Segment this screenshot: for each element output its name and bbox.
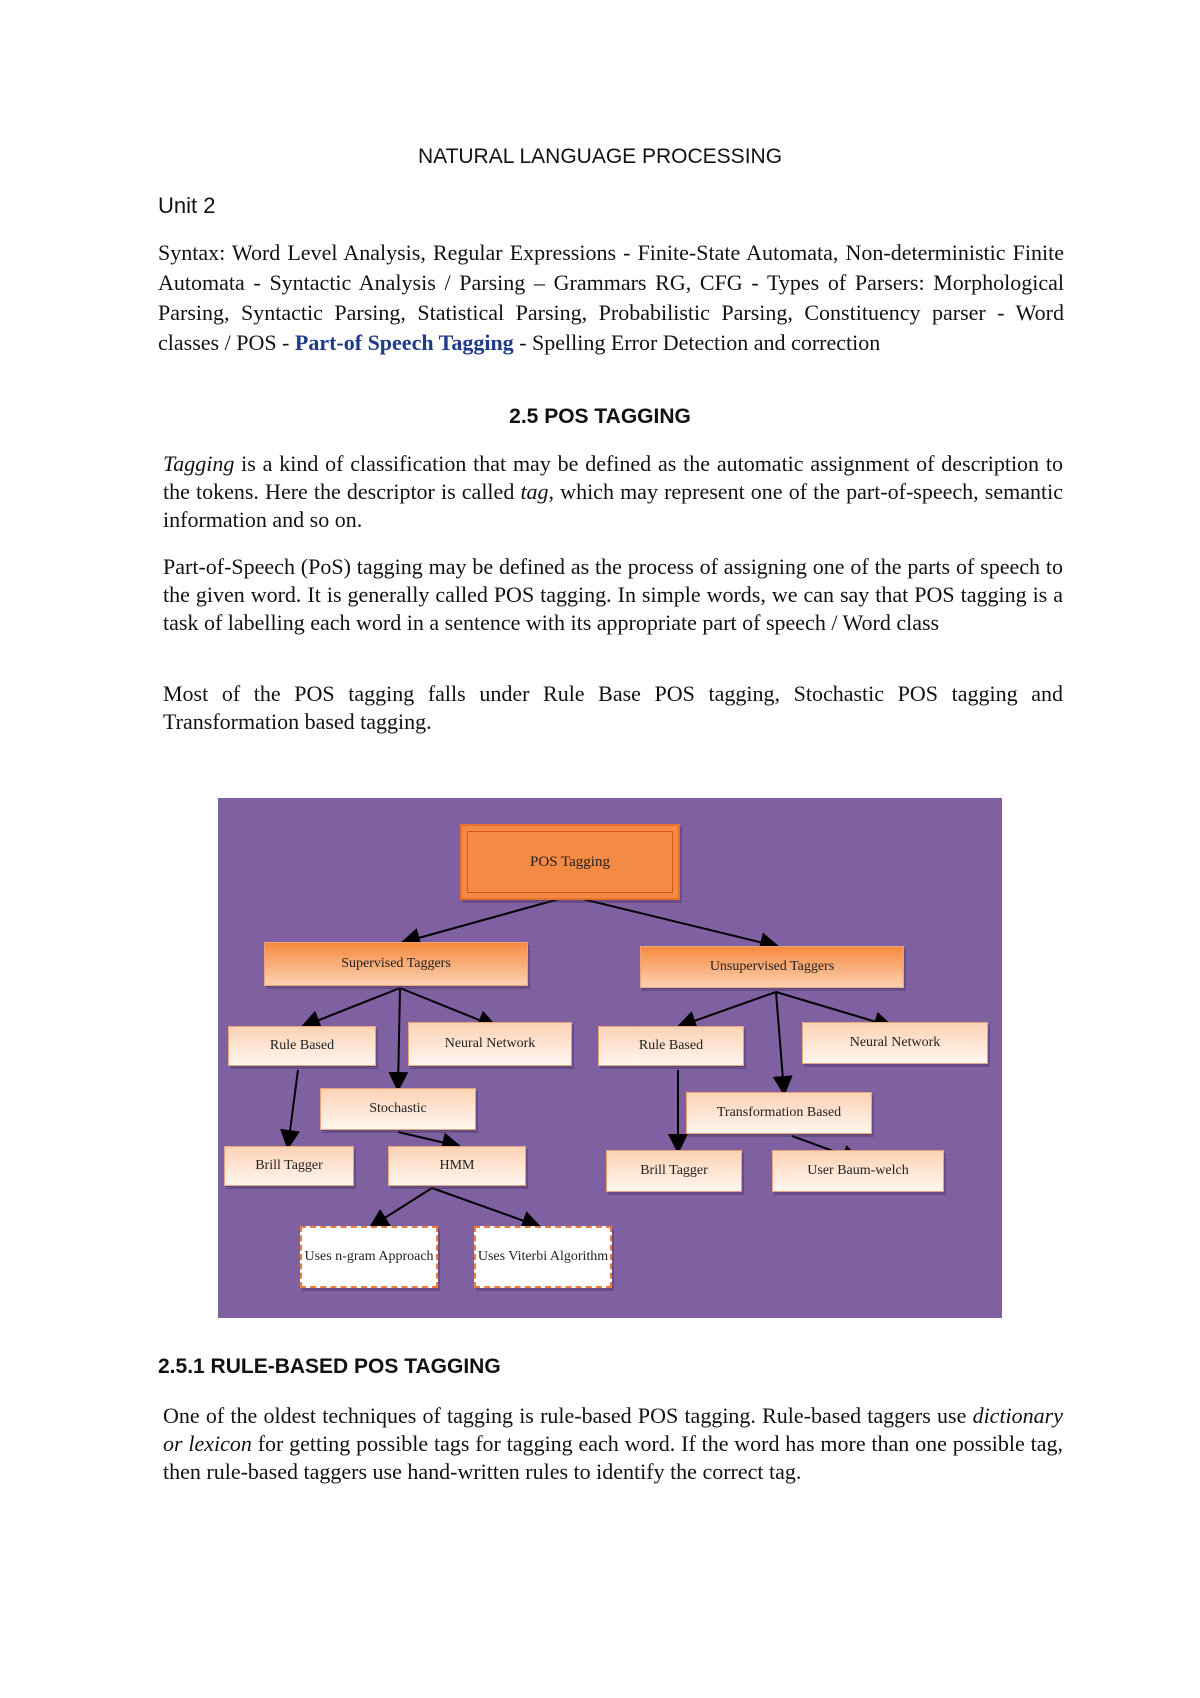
arrow-sup-rule [304,988,400,1026]
paragraph-tagging-definition [163,450,1063,534]
node-transformation-based: Transformation Based [686,1092,872,1134]
arrow-rule-brill [288,1070,298,1146]
node-sup-neural-network: Neural Network [408,1022,572,1066]
node-uses-viterbi: Uses Viterbi Algorithm [474,1226,612,1288]
node-uns-brill-tagger: Brill Tagger [606,1150,742,1192]
node-sup-brill-tagger: Brill Tagger [224,1146,354,1186]
node-baum-welch: User Baum-welch [772,1150,944,1192]
section-heading-rule-based: 2.5.1 RULE-BASED POS TAGGING [158,1355,501,1378]
arrow-uns-neural [776,992,890,1026]
paragraph-rule-based [163,1402,1063,1486]
section-heading-pos-tagging: 2.5 POS TAGGING [509,405,691,428]
paragraph-text: Most of the POS tagging falls under Rule Base POS tagging, Stochastic POS tagging and Transformation based tagging. [163,681,1063,734]
syllabus-paragraph [158,238,1064,358]
paragraph-text: One of the oldest techniques of tagging is rule-based POS tagging. Rule-based taggers use [163,1403,973,1428]
arrow-sup-neural [400,988,494,1026]
node-stochastic: Stochastic [320,1088,476,1130]
term-dictionary-lexicon: dictionary or lexicon [163,1403,1063,1456]
paragraph-text: is a kind of classification that may be defined as the automatic assignment of description to the tokens. Here the descriptor is called [163,451,1063,504]
node-uses-ngram: Uses n-gram Approach [300,1226,438,1288]
term-tagging: Tagging [163,451,235,476]
document-title: NATURAL LANGUAGE PROCESSING [417,145,783,168]
node-unsupervised-taggers: Unsupervised Taggers [640,946,904,988]
arrow-uns-rule [680,992,776,1026]
arrow-stochastic-hmm [398,1132,458,1146]
node-uns-neural-network: Neural Network [802,1022,988,1064]
arrow-hmm-viterbi [432,1188,538,1226]
arrow-sup-stochastic [398,988,400,1088]
arrow-root-supervised [404,896,570,942]
node-sup-rule-based: Rule Based [228,1026,376,1066]
paragraph-text: for getting possible tags for tagging each word. If the word has more than one possible tag, then rule-based taggers use hand-written rules to identify the correct tag. [163,1431,1063,1484]
paragraph-text: which may represent one of the part-of-speech, semantic information and so on. [163,479,1063,532]
paragraph-text: Part-of-Speech (PoS) tagging may be defined as the process of assigning one of the parts of speech to the given word. It is generally called POS tagging. In simple words, we can say that POS tagging is a task of labelling each word in a sentence with its appropriate part of speech / Word class [163,554,1063,635]
paragraph-pos-types [163,680,1063,736]
node-uns-rule-based: Rule Based [598,1026,744,1066]
term-tag: tag, [520,479,555,504]
arrow-uns-transformation [776,992,784,1092]
unit-heading: Unit 2 [158,193,216,218]
node-label: POS Tagging [467,831,673,893]
arrow-hmm-ngram [372,1188,432,1226]
syllabus-text-end: - Spelling Error Detection and correction [513,330,881,355]
paragraph-pos-definition [163,553,1063,637]
node-pos-tagging [460,824,680,900]
syllabus-highlight: Part-of Speech Tagging [294,330,514,355]
arrow-root-unsupervised [570,896,776,946]
node-supervised-taggers: Supervised Taggers [264,942,528,986]
pos-tagging-diagram [218,798,1002,1318]
syllabus-text: Syntax: Word Level Analysis, Regular Expressions - Finite-State Automata, Non-deterministic Finite Automata - Syntactic Analysis / Parsing – Grammars RG, CFG - Types of Parsers: Morphological Parsing, Syntactic Parsing, Statistical Parsing, Probabilistic Parsing, Constituency parser - Word classes / POS - [158,240,1064,355]
node-hmm: HMM [388,1146,526,1186]
